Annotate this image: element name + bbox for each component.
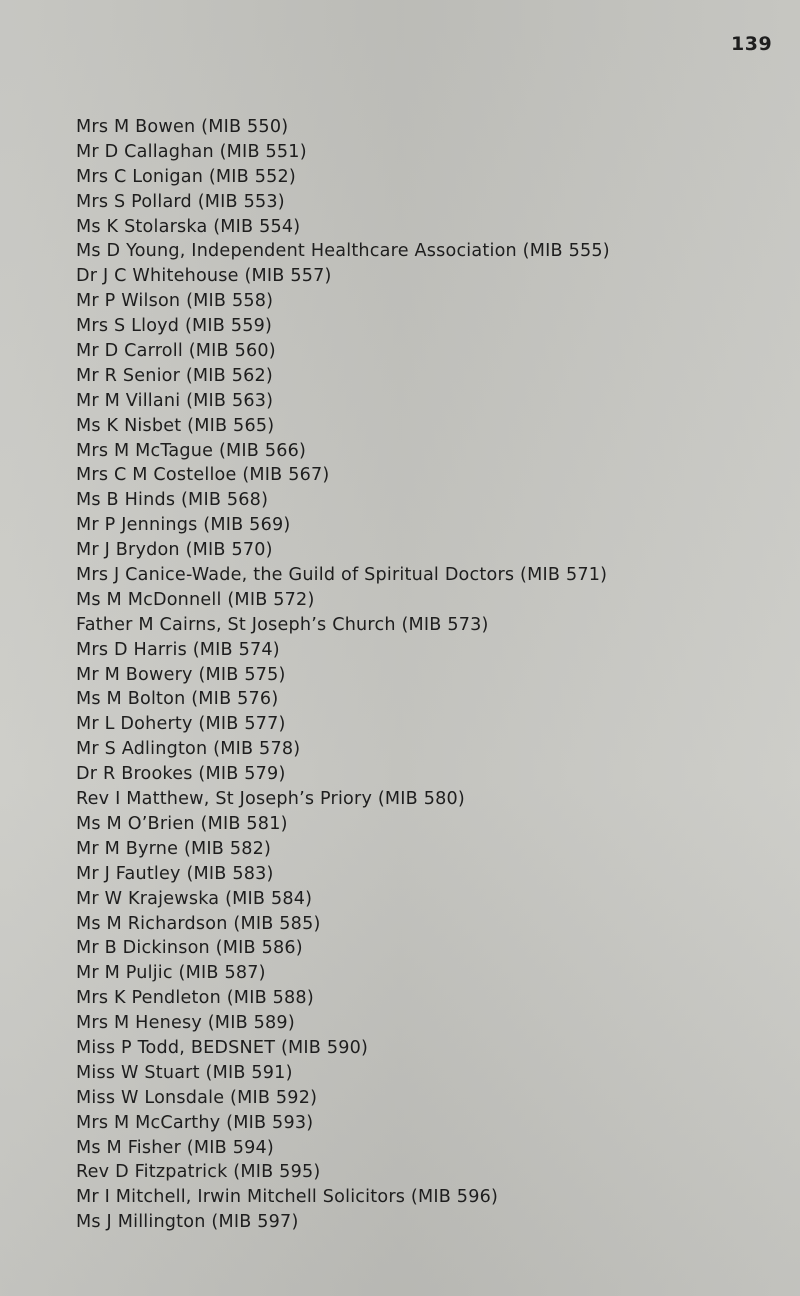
page-number: 139 [731, 33, 773, 55]
list-item: Mrs M McTague (MIB 566) [76, 440, 307, 461]
list-item: Mrs S Pollard (MIB 553) [76, 191, 285, 212]
list-item: Mrs C Lonigan (MIB 552) [76, 166, 296, 187]
list-item: Mr M Byrne (MIB 582) [76, 838, 272, 859]
list-item: Mr L Doherty (MIB 577) [76, 714, 286, 735]
list-item: Father M Cairns, St Joseph’s Church (MIB 573) [76, 614, 489, 635]
list-item: Mrs C M Costelloe (MIB 567) [76, 465, 330, 486]
list-item: Mrs S Lloyd (MIB 559) [76, 316, 273, 337]
list-item: Mrs M Bowen (MIB 550) [76, 117, 289, 137]
list-item: Ms M O’Brien (MIB 581) [76, 813, 288, 834]
list-item: Mr S Adlington (MIB 578) [76, 739, 301, 760]
list-item: Dr R Brookes (MIB 579) [76, 764, 286, 785]
list-item: Ms M Bolton (MIB 576) [76, 689, 279, 710]
list-item: Ms J Millington (MIB 597) [76, 1212, 299, 1233]
list-item: Mr M Bowery (MIB 575) [76, 664, 286, 685]
list-item: Mr P Wilson (MIB 558) [76, 291, 274, 312]
list-item: Mrs M Henesy (MIB 589) [76, 1013, 295, 1034]
list-item: Miss W Lonsdale (MIB 592) [76, 1087, 318, 1108]
list-item: Mr D Carroll (MIB 560) [76, 341, 276, 362]
list-item: Mrs J Canice-Wade, the Guild of Spiritual Doctors (MIB 571) [76, 565, 608, 586]
list-item: Mr W Krajewska (MIB 584) [76, 888, 313, 909]
list-item: Rev I Matthew, St Joseph’s Priory (MIB 580) [76, 789, 465, 810]
list-item: Mrs D Harris (MIB 574) [76, 639, 280, 660]
list-item: Ms B Hinds (MIB 568) [76, 490, 269, 511]
list-item: Mr M Puljic (MIB 587) [76, 963, 266, 984]
list-item: Ms K Nisbet (MIB 565) [76, 415, 275, 436]
list-item: Ms M McDonnell (MIB 572) [76, 589, 315, 610]
list-item: Dr J C Whitehouse (MIB 557) [76, 266, 332, 287]
list-item: Ms M Fisher (MIB 594) [76, 1137, 274, 1158]
list-item: Ms D Young, Independent Healthcare Association (MIB 555) [76, 241, 610, 262]
list-item: Mr M Villani (MIB 563) [76, 390, 274, 411]
list-item: Rev D Fitzpatrick (MIB 595) [76, 1162, 321, 1183]
list-item: Mr J Brydon (MIB 570) [76, 540, 273, 561]
list-item: Mr B Dickinson (MIB 586) [76, 938, 303, 959]
list-item: Mr D Callaghan (MIB 551) [76, 141, 307, 162]
list-item: Mrs M McCarthy (MIB 593) [76, 1112, 314, 1133]
list-item: Miss W Stuart (MIB 591) [76, 1062, 293, 1083]
list-item: Miss P Todd, BEDSNET (MIB 590) [76, 1037, 369, 1058]
list-item: Ms K Stolarska (MIB 554) [76, 216, 301, 237]
list-item: Mr I Mitchell, Irwin Mitchell Solicitors (MIB 596) [76, 1187, 499, 1208]
list-item: Mr P Jennings (MIB 569) [76, 515, 291, 536]
list-item: Ms M Richardson (MIB 585) [76, 913, 321, 934]
list-item: Mrs K Pendleton (MIB 588) [76, 988, 314, 1009]
list-item: Mr J Fautley (MIB 583) [76, 863, 274, 884]
submission-list [76, 115, 610, 1235]
list-item: Mr R Senior (MIB 562) [76, 365, 273, 386]
